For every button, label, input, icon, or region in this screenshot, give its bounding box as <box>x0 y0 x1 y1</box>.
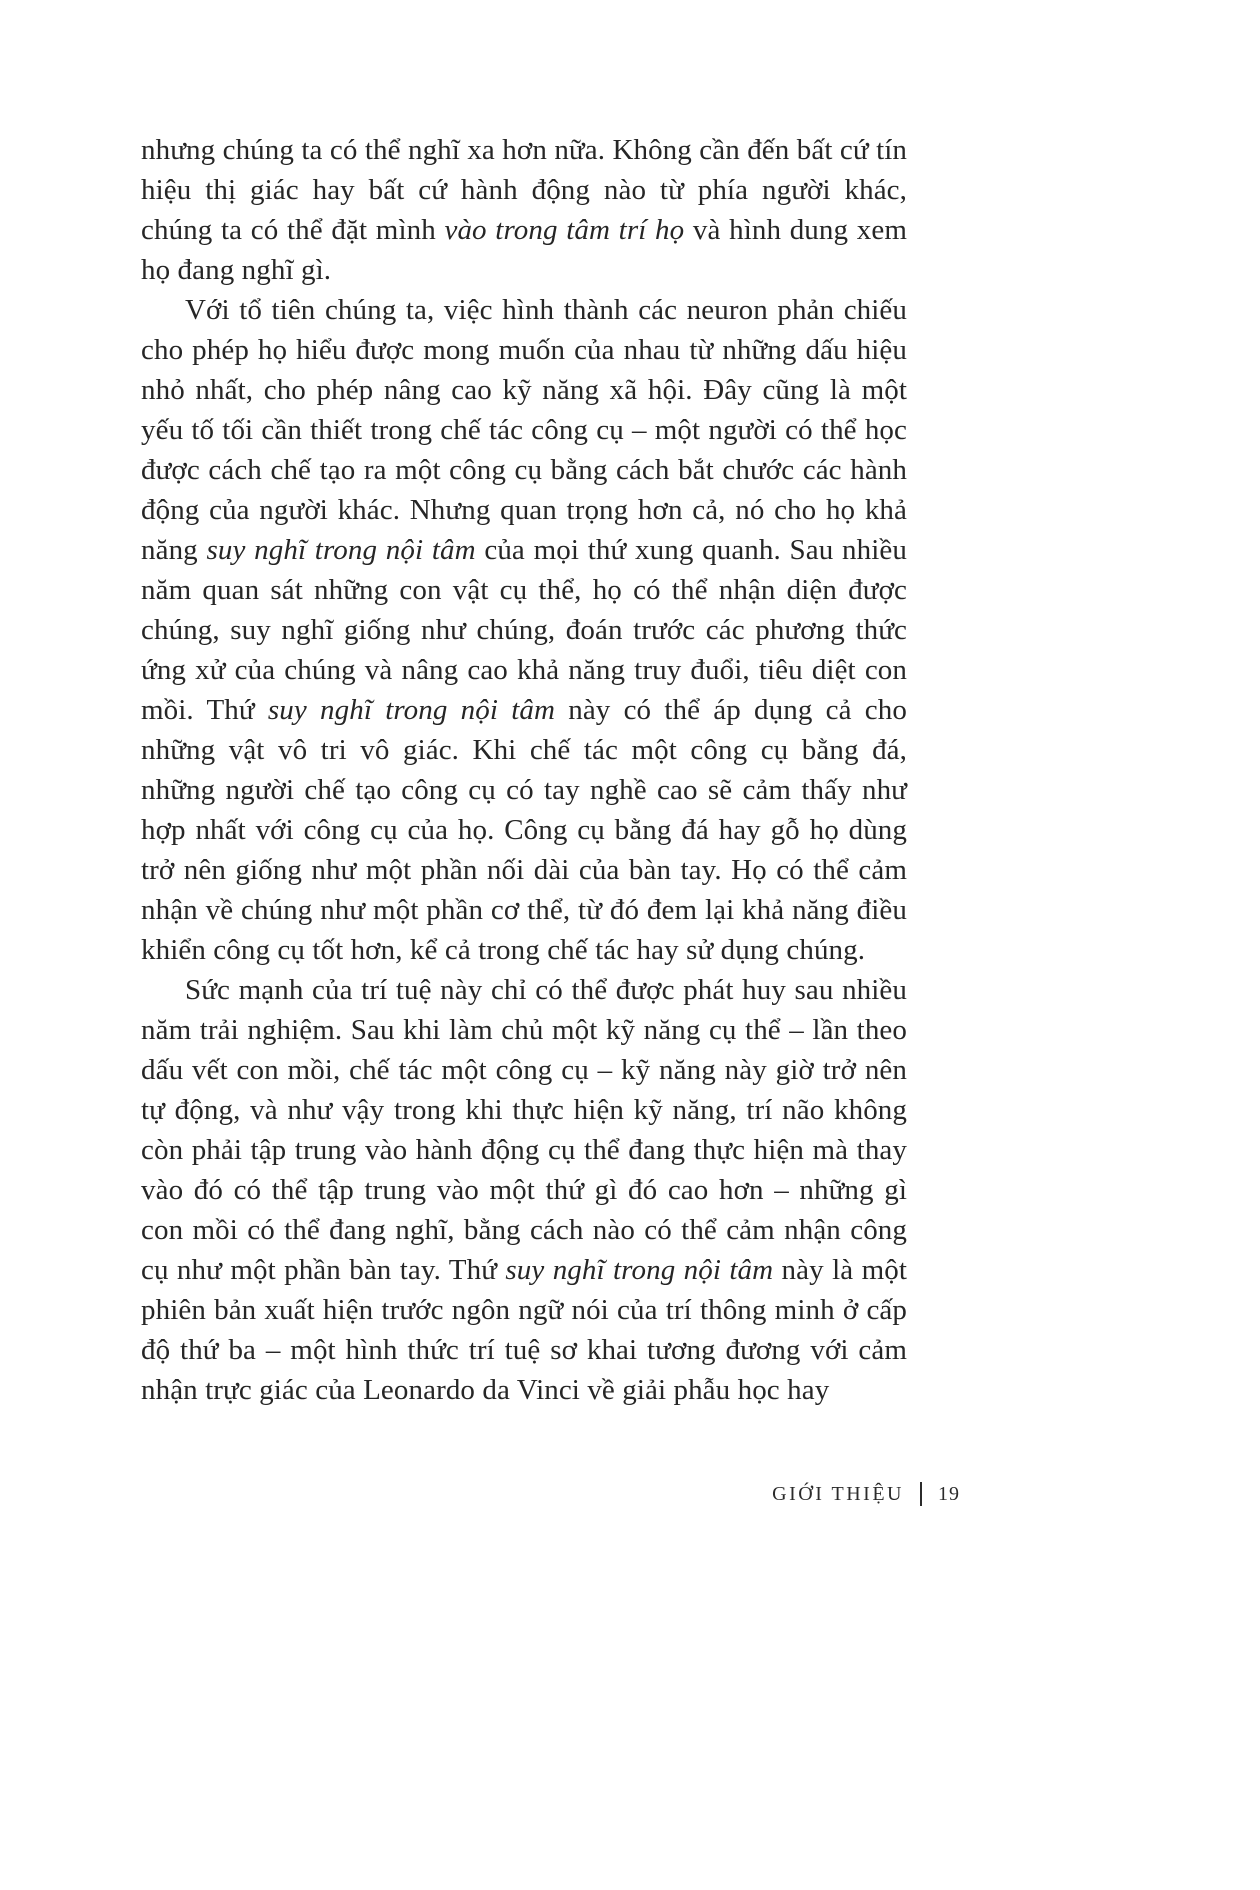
body-text <box>141 130 907 1410</box>
text-run: và hình dung xem họ đang nghĩ gì. <box>141 214 907 286</box>
text-run: nhưng chúng ta có thể nghĩ xa hơn nữa. Không cần đến bất cứ tín hiệu thị giác hay bất cứ hành động nào từ phía người khác, chúng ta có thể đặt mình <box>141 134 907 246</box>
paragraph <box>141 290 907 970</box>
text-run: này là một phiên bản xuất hiện trước ngôn ngữ nói của trí thông minh ở cấp độ thứ ba – một hình thức trí tuệ sơ khai tương đương với cảm nhận trực giác của Leonardo da Vinci về giải phẫu học hay <box>141 1254 907 1406</box>
italic-text-run: vào trong tâm trí họ <box>444 214 685 246</box>
paragraph <box>141 970 907 1410</box>
italic-text-run: suy nghĩ trong nội tâm <box>267 694 556 726</box>
text-run: của mọi thứ xung quanh. Sau nhiều năm quan sát những con vật cụ thể, họ có thể nhận diện được chúng, suy nghĩ giống như chúng, đoán trước các phương thức ứng xử của chúng và nâng cao khả năng truy đuổi, tiêu diệt con mồi. Thứ <box>141 534 907 726</box>
text-run: Với tổ tiên chúng ta, việc hình thành các neuron phản chiếu cho phép họ hiểu được mong muốn của nhau từ những dấu hiệu nhỏ nhất, cho phép nâng cao kỹ năng xã hội. Đây cũng là một yếu tố tối cần thiết trong chế tác công cụ – một người có thể học được cách chế tạo ra một công cụ bằng cách bắt chước các hành động của người khác. Nhưng quan trọng hơn cả, nó cho họ khả năng <box>141 294 907 566</box>
text-run: Sức mạnh của trí tuệ này chỉ có thể được phát huy sau nhiều năm trải nghiệm. Sau khi làm chủ một kỹ năng cụ thể – lần theo dấu vết con mồi, chế tác một công cụ – kỹ năng này giờ trở nên tự động, và như vậy trong khi thực hiện kỹ năng, trí não không còn phải tập trung vào hành động cụ thể đang thực hiện mà thay vào đó có thể tập trung vào một thứ gì đó cao hơn – những gì con mồi có thể đang nghĩ, bằng cách nào có thể cảm nhận công cụ như một phần bàn tay. Thứ <box>141 974 907 1286</box>
footer-section-label: GIỚI THIỆU <box>772 1483 904 1505</box>
page-footer <box>772 1481 960 1507</box>
italic-text-run: suy nghĩ trong nội tâm <box>206 534 476 566</box>
paragraph <box>141 130 907 290</box>
text-run: này có thể áp dụng cả cho những vật vô tri vô giác. Khi chế tác một công cụ bằng đá, những người chế tạo công cụ có tay nghề cao sẽ cảm thấy như hợp nhất với công cụ của họ. Công cụ bằng đá hay gỗ họ dùng trở nên giống như một phần nối dài của bàn tay. Họ có thể cảm nhận về chúng như một phần cơ thể, từ đó đem lại khả năng điều khiển công cụ tốt hơn, kể cả trong chế tác hay sử dụng chúng. <box>141 694 907 966</box>
italic-text-run: suy nghĩ trong nội tâm <box>505 1254 774 1286</box>
page-number: 19 <box>938 1483 960 1505</box>
footer-divider <box>920 1482 922 1506</box>
